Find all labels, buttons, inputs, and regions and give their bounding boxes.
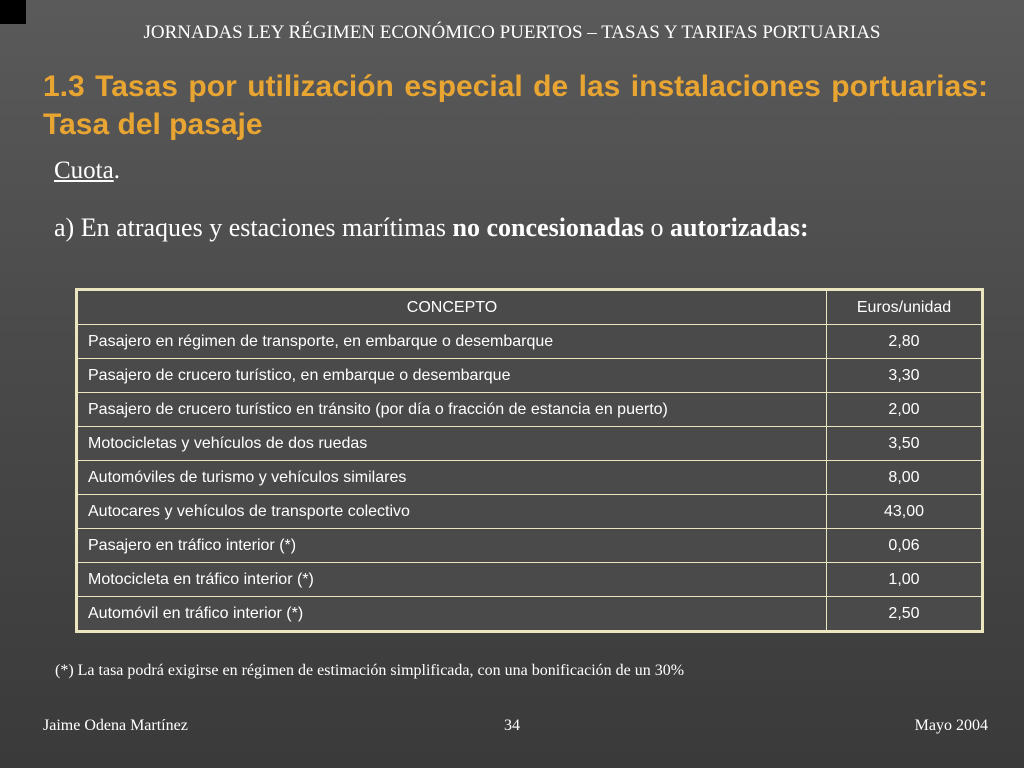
table-row (78, 495, 982, 529)
cuota-punct: . (113, 157, 120, 184)
intro-paragraph (54, 209, 979, 247)
row-value: 2,80 (827, 325, 982, 359)
row-value: 1,00 (827, 563, 982, 597)
fees-table (75, 288, 984, 633)
row-concept: Pasajero de crucero turístico, en embarque o desembarque (78, 359, 827, 393)
row-value: 3,30 (827, 359, 982, 393)
header-concepto: CONCEPTO (78, 291, 827, 325)
row-concept: Motocicleta en tráfico interior (*) (78, 563, 827, 597)
slide-title: 1.3 Tasas por utilización especial de las instalaciones portuarias: Tasa del pasaje (43, 70, 988, 141)
header-euros: Euros/unidad (827, 291, 982, 325)
table-row (78, 563, 982, 597)
paragraph-prefix: a) En atraques y estaciones marítimas (54, 213, 453, 242)
row-value: 8,00 (827, 461, 982, 495)
cuota-label: Cuota (54, 157, 114, 184)
row-value: 0,06 (827, 529, 982, 563)
table-row (78, 597, 982, 631)
corner-mark (0, 0, 26, 24)
table-row (78, 427, 982, 461)
footer-page-number: 34 (504, 717, 520, 734)
footer-date: Mayo 2004 (914, 717, 988, 734)
table-row (78, 325, 982, 359)
table-row (78, 393, 982, 427)
table-header-row (78, 291, 982, 325)
paragraph-bold: no concesionadas (452, 213, 644, 242)
row-value: 2,00 (827, 393, 982, 427)
row-concept: Automóviles de turismo y vehículos similares (78, 461, 827, 495)
row-concept: Pasajero en tráfico interior (*) (78, 529, 827, 563)
row-concept: Automóvil en tráfico interior (*) (78, 597, 827, 631)
row-concept: Autocares y vehículos de transporte colectivo (78, 495, 827, 529)
cuota-heading (54, 157, 120, 185)
row-concept: Pasajero de crucero turístico en tránsito (por día o fracción de estancia en puerto) (78, 393, 827, 427)
paragraph-bold2: autorizadas: (669, 213, 809, 242)
table-row (78, 359, 982, 393)
row-value: 2,50 (827, 597, 982, 631)
row-concept: Motocicletas y vehículos de dos ruedas (78, 427, 827, 461)
table-row (78, 529, 982, 563)
slide-header: JORNADAS LEY RÉGIMEN ECONÓMICO PUERTOS – TASAS Y TARIFAS PORTUARIAS (143, 22, 881, 43)
row-value: 3,50 (827, 427, 982, 461)
table-row (78, 461, 982, 495)
footnote: (*) La tasa podrá exigirse en régimen de estimación simplificada, con una bonificación de un 30% (55, 662, 685, 679)
row-value: 43,00 (827, 495, 982, 529)
row-concept: Pasajero en régimen de transporte, en embarque o desembarque (78, 325, 827, 359)
footer-author: Jaime Odena Martínez (43, 717, 188, 734)
paragraph-middle: o (643, 213, 670, 242)
